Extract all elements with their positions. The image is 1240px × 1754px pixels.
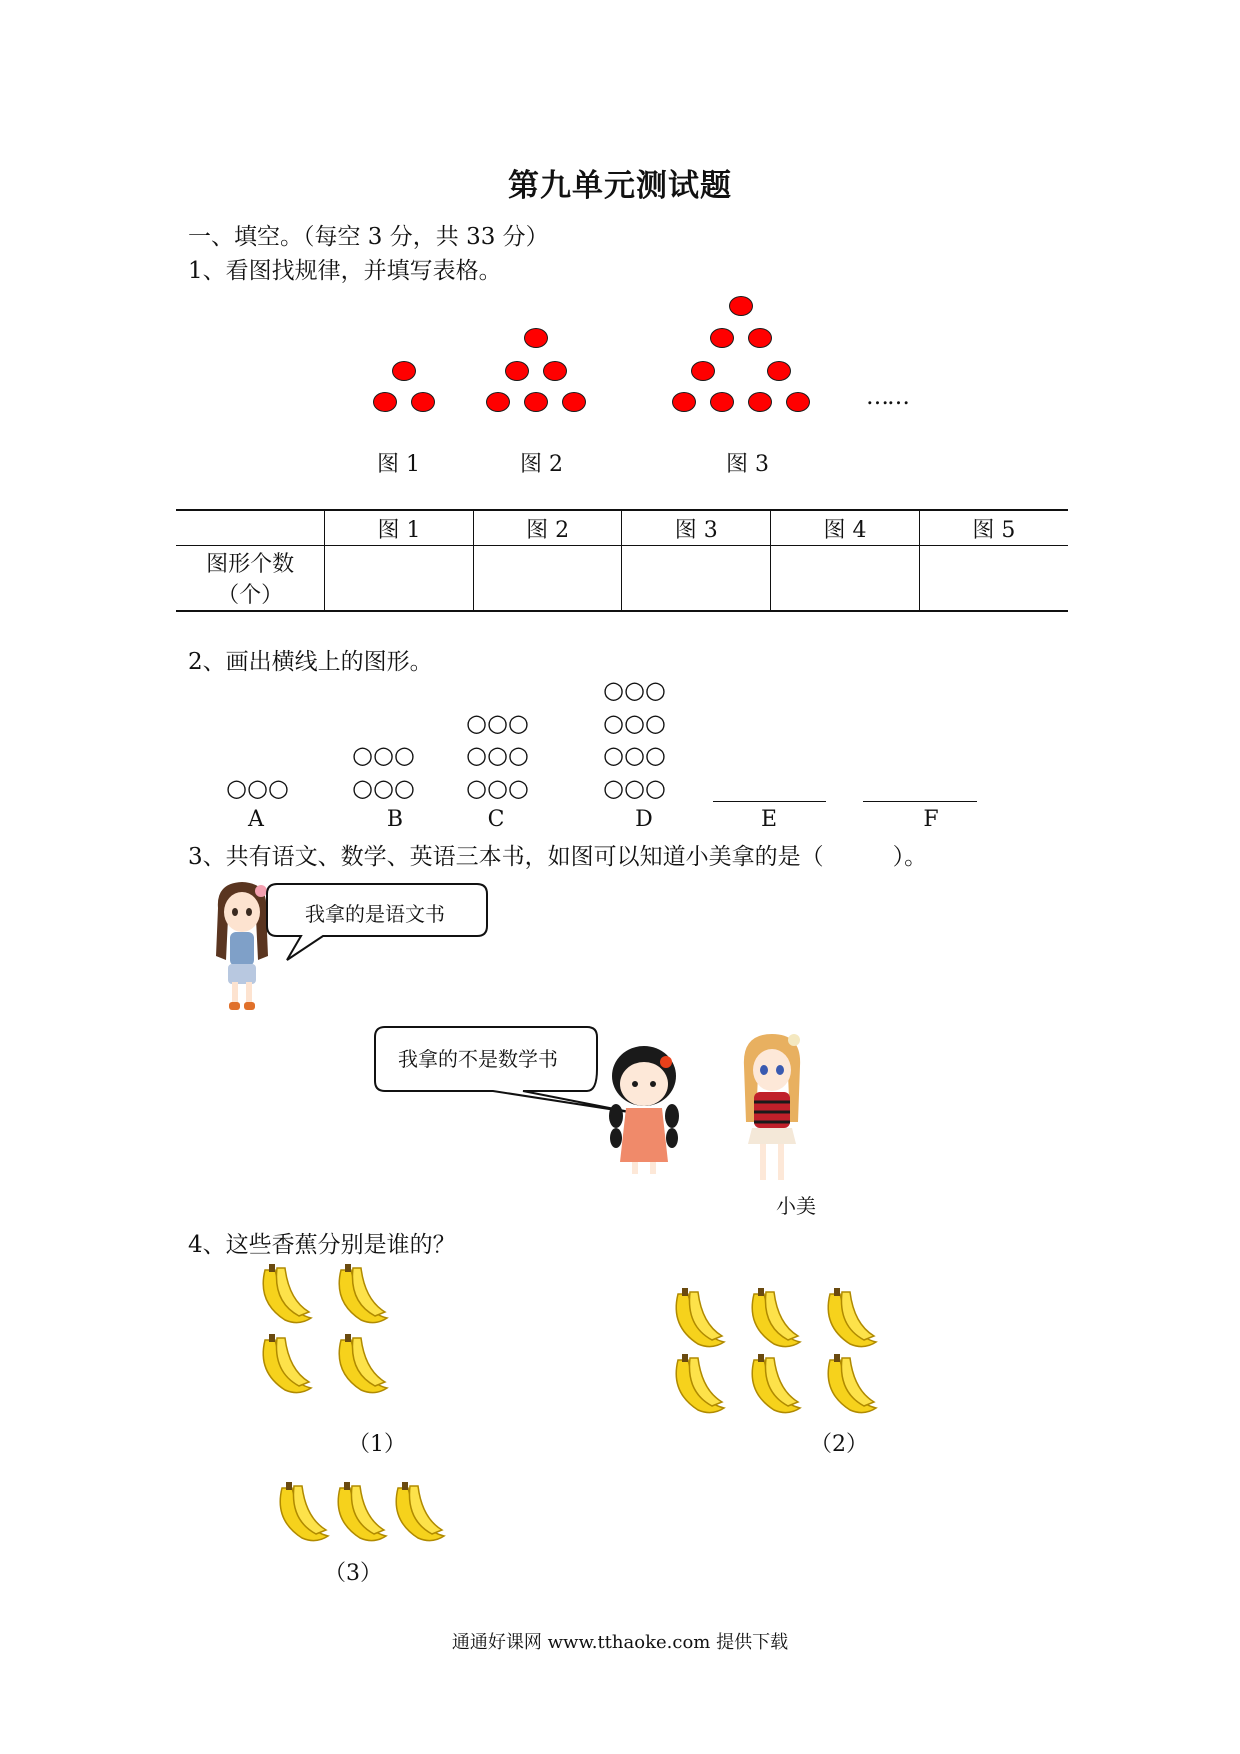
circle-row: ○○○	[603, 774, 666, 802]
dot	[786, 392, 810, 412]
circle-row: ○○○	[352, 741, 415, 769]
answer-line-e[interactable]	[713, 801, 826, 802]
row-label	[176, 546, 325, 612]
question-4-prompt: 4、这些香蕉分别是谁的？	[188, 1232, 456, 1258]
question-3-prompt: 3、共有语文、数学、英语三本书，如图可以知道小美拿的是（ ）。	[188, 844, 928, 870]
circle-row: ○○○	[352, 774, 415, 802]
banana-group-1-label: （1）	[348, 1432, 406, 1457]
banana-icon	[388, 1480, 448, 1546]
circle-row: ○○○	[466, 741, 529, 769]
dot	[543, 361, 567, 381]
dot	[691, 361, 715, 381]
answer-cell[interactable]	[771, 546, 920, 612]
question-2-prompt: 2、画出横线上的图形。	[188, 649, 433, 675]
row-label-line-2: （个）	[217, 583, 284, 608]
table-header-cell: 图 2	[473, 510, 622, 546]
table-header-row	[176, 510, 1068, 546]
dot	[672, 392, 696, 412]
figure-label-1: 图 1	[377, 452, 420, 477]
girl-2-illustration	[604, 1042, 686, 1182]
table-header-cell: 图 3	[622, 510, 771, 546]
label-b: B	[386, 807, 404, 832]
banana-icon	[272, 1480, 332, 1546]
circle-row: ○○○	[466, 774, 529, 802]
banana-icon	[668, 1286, 728, 1352]
circle-row: ○○○	[466, 709, 529, 737]
speech-bubble-2-text: 我拿的不是数学书	[398, 1047, 558, 1071]
ellipsis: ……	[866, 384, 908, 410]
dot	[524, 392, 548, 412]
banana-icon	[820, 1352, 880, 1418]
table-header-cell: 图 5	[919, 510, 1068, 546]
label-a: A	[248, 807, 264, 832]
circle-row: ○○○	[226, 774, 289, 802]
figure-label-3: 图 3	[726, 452, 769, 477]
dot	[729, 296, 753, 316]
answer-line-f[interactable]	[863, 801, 977, 802]
circle-row: ○○○	[603, 709, 666, 737]
label-f: F	[923, 807, 939, 832]
banana-icon	[330, 1480, 390, 1546]
dot	[505, 361, 529, 381]
answer-cell[interactable]	[622, 546, 771, 612]
xiaomei-label: 小美	[776, 1194, 816, 1218]
footer: 通通好课网 www.tthaoke.com 提供下载	[451, 1632, 789, 1653]
table-header-cell: 图 1	[325, 510, 474, 546]
label-d: D	[635, 807, 653, 832]
dot	[562, 392, 586, 412]
dot	[748, 328, 772, 348]
figure-label-2: 图 2	[520, 452, 563, 477]
dot	[710, 328, 734, 348]
banana-group-3-label: （3）	[324, 1561, 382, 1586]
circle-row: ○○○	[603, 741, 666, 769]
banana-icon	[820, 1286, 880, 1352]
banana-icon	[331, 1262, 391, 1328]
banana-icon	[744, 1352, 804, 1418]
page-title: 第九单元测试题	[508, 168, 732, 204]
dot	[411, 392, 435, 412]
pattern-table	[176, 509, 1068, 612]
circle-row: ○○○	[603, 676, 666, 704]
banana-group-2-label: （2）	[810, 1432, 868, 1457]
row-label-line-1: 图形个数	[206, 552, 295, 577]
dot	[373, 392, 397, 412]
girl-xiaomei-illustration	[736, 1030, 810, 1192]
dot	[486, 392, 510, 412]
answer-cell[interactable]	[919, 546, 1068, 612]
banana-icon	[255, 1332, 315, 1398]
dot	[710, 392, 734, 412]
label-c: C	[487, 807, 505, 832]
answer-cell[interactable]	[473, 546, 622, 612]
dot	[392, 361, 416, 381]
question-1-prompt: 1、看图找规律，并填写表格。	[188, 258, 502, 284]
dot	[524, 328, 548, 348]
banana-icon	[744, 1286, 804, 1352]
dot	[748, 392, 772, 412]
banana-icon	[331, 1332, 391, 1398]
dot	[767, 361, 791, 381]
table-header-cell: 图 4	[771, 510, 920, 546]
banana-icon	[255, 1262, 315, 1328]
table-row	[176, 546, 1068, 612]
speech-bubble-1-text: 我拿的是语文书	[305, 902, 445, 926]
section-1-heading: 一、填空。（每空 3 分，共 33 分）	[188, 224, 549, 250]
label-e: E	[760, 807, 778, 832]
table-header-cell	[176, 510, 325, 546]
answer-cell[interactable]	[325, 546, 474, 612]
banana-icon	[668, 1352, 728, 1418]
